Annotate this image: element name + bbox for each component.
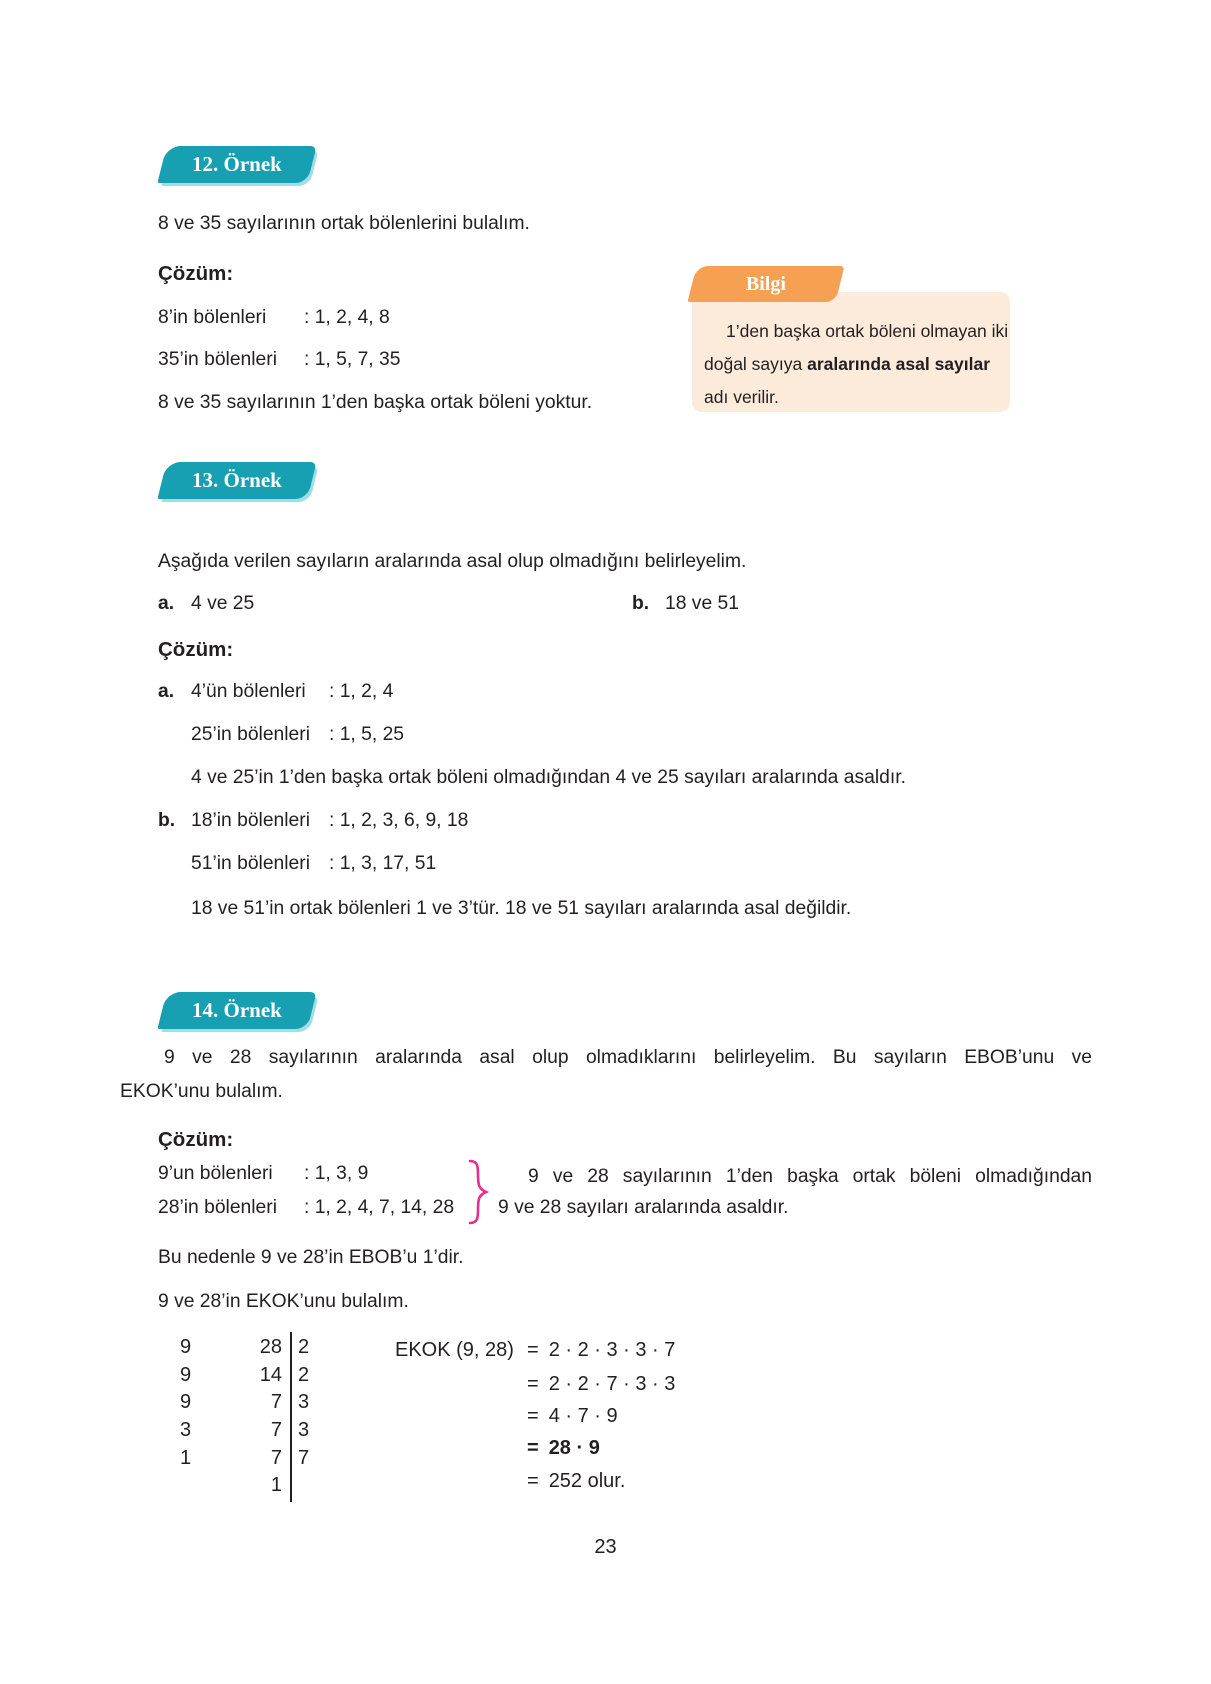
example-12-prompt: 8 ve 35 sayılarının ortak bölenlerini bulalım.: [158, 213, 530, 234]
example-12-divisors-line-2: [158, 348, 400, 372]
equation-rhs: 252 olur.: [548, 1470, 626, 1492]
example-13-badge-label: 13. Örnek: [192, 468, 282, 492]
equals-sign: =: [527, 1405, 539, 1427]
table-cell: 28: [259, 1336, 282, 1358]
example-14-brace-note-line-2: 9 ve 28 sayıları aralarında asaldır.: [498, 1197, 789, 1218]
table-cell: 1: [270, 1474, 282, 1496]
table-cell: 14: [259, 1364, 282, 1386]
table-cell: 1: [180, 1447, 192, 1469]
example-14-prompt-line-1: 9 ve 28 sayılarının aralarında asal olup olmadıklarını belirleyelim. Bu sayıların EBOB’unu ve: [164, 1047, 1092, 1068]
info-box-line-2-normal: doğal sayıya: [704, 354, 808, 374]
example-14-prompt-line-2: EKOK’unu bulalım.: [120, 1081, 283, 1102]
item-a-marker: a.: [158, 681, 175, 702]
example-14-divisors-line-1: [158, 1162, 368, 1186]
equation-line: [395, 1404, 618, 1428]
divisor-value: : 1, 2, 4: [329, 681, 394, 702]
divisor-label: 35’in bölenleri: [158, 349, 277, 370]
page-number: 23: [594, 1536, 617, 1558]
example-12-solution-heading: Çözüm:: [158, 262, 234, 285]
divisor-label: 25’in bölenleri: [191, 724, 310, 745]
item-b-marker: b.: [632, 593, 650, 614]
table-cell: 3: [180, 1419, 192, 1441]
divisor-value: : 1, 5, 7, 35: [304, 349, 401, 370]
divisor-label: 51’in bölenleri: [191, 853, 310, 874]
example-13b-divisors-line-1: [158, 809, 468, 833]
equation-line: [395, 1469, 625, 1493]
info-box-line-1: 1’den başka ortak böleni olmayan iki: [726, 321, 1009, 341]
equation-lhs: EKOK (9, 28): [395, 1339, 514, 1361]
info-box-line-2-bold: aralarında asal sayılar: [807, 354, 991, 374]
divisor-value: : 1, 2, 3, 6, 9, 18: [329, 810, 469, 831]
equation-rhs: 28 · 9: [548, 1437, 600, 1459]
divisor-value: : 1, 5, 25: [329, 724, 405, 745]
table-cell: 7: [270, 1447, 282, 1469]
equals-sign: =: [527, 1470, 539, 1492]
example-12-conclusion: 8 ve 35 sayılarının 1’den başka ortak böleni yoktur.: [158, 392, 593, 413]
divisor-label: 28’in bölenleri: [158, 1197, 277, 1218]
table-cell: 7: [270, 1391, 282, 1413]
equation-rhs: 2 · 2 · 3 · 3 · 7: [548, 1339, 676, 1361]
table-cell: 2: [298, 1364, 310, 1386]
example-13-badge: [157, 462, 316, 499]
equation-line: [395, 1436, 600, 1460]
example-14-ekok-line: 9 ve 28’in EKOK’unu bulalım.: [158, 1291, 409, 1312]
example-14-brace-note-line-1: 9 ve 28 sayılarının 1’den başka ortak böleni olmadığından: [528, 1166, 1092, 1187]
example-13-prompt: Aşağıda verilen sayıların aralarında asal olup olmadığını belirleyelim.: [158, 551, 747, 572]
table-cell: 7: [298, 1447, 310, 1469]
info-box-line-2: [704, 348, 1000, 381]
item-a-marker: a.: [158, 593, 175, 614]
example-14-badge-label: 14. Örnek: [192, 998, 282, 1022]
table-cell: 9: [180, 1336, 192, 1358]
equation-line: [395, 1372, 675, 1396]
example-13a-conclusion: 4 ve 25’in 1’den başka ortak böleni olmadığından 4 ve 25 sayıları aralarında asaldır.: [191, 767, 906, 788]
equals-sign: =: [527, 1373, 539, 1395]
division-table-bar: [290, 1332, 292, 1502]
divisor-value: : 1, 3, 9: [304, 1163, 369, 1184]
divisor-label: 18’in bölenleri: [191, 810, 310, 831]
item-a-text: 4 ve 25: [191, 593, 255, 614]
table-cell: 7: [270, 1419, 282, 1441]
table-cell: 3: [298, 1391, 310, 1413]
divisor-value: : 1, 2, 4, 7, 14, 28: [304, 1197, 455, 1218]
equation-rhs: 2 · 2 · 7 · 3 · 3: [548, 1373, 676, 1395]
divisor-value: : 1, 2, 4, 8: [304, 307, 390, 328]
equation-rhs: 4 · 7 · 9: [548, 1405, 618, 1427]
table-cell: 9: [180, 1364, 192, 1386]
example-14-badge: [157, 992, 316, 1029]
info-box-tab-label: Bilgi: [745, 272, 786, 295]
info-box: [692, 292, 1010, 412]
example-12-badge-label: 12. Örnek: [192, 152, 282, 176]
divisor-label: 4’ün bölenleri: [191, 681, 306, 702]
example-13a-divisors-line-1: [158, 680, 393, 704]
example-13b-conclusion: 18 ve 51’in ortak bölenleri 1 ve 3’tür. 18 ve 51 sayıları aralarında asal değildir.: [191, 898, 852, 919]
example-13-item-a: [158, 592, 254, 616]
table-cell: 9: [180, 1391, 192, 1413]
example-13a-divisors-line-2: [191, 723, 404, 747]
example-12-badge: [157, 146, 316, 183]
example-13-solution-heading: Çözüm:: [158, 638, 234, 661]
table-cell: 2: [298, 1336, 310, 1358]
item-b-text: 18 ve 51: [665, 593, 739, 614]
example-14-ebob-line: Bu nedenle 9 ve 28’in EBOB’u 1’dir.: [158, 1247, 464, 1268]
equation-line: [395, 1338, 675, 1362]
divisor-label: 9’un bölenleri: [158, 1163, 273, 1184]
item-b-marker: b.: [158, 810, 176, 831]
divisor-label: 8’in bölenleri: [158, 307, 267, 328]
equals-sign: =: [527, 1437, 539, 1459]
example-14-solution-heading: Çözüm:: [158, 1128, 234, 1151]
right-brace-icon: [465, 1158, 491, 1226]
divisor-value: : 1, 3, 17, 51: [329, 853, 437, 874]
example-14-divisors-line-2: [158, 1196, 454, 1220]
info-box-line-3: adı verilir.: [704, 387, 779, 407]
table-cell: 3: [298, 1419, 310, 1441]
equals-sign: =: [527, 1339, 539, 1361]
example-12-divisors-line-1: [158, 306, 390, 330]
info-box-tab: [688, 266, 845, 302]
example-13b-divisors-line-2: [191, 852, 436, 876]
example-13-item-b: [632, 592, 739, 616]
